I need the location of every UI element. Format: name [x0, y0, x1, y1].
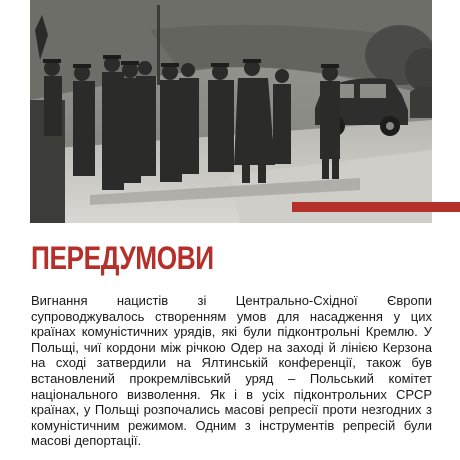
photo-illustration: [30, 0, 432, 223]
section-heading: ПЕРЕДУМОВИ: [31, 240, 214, 276]
body-paragraph: Вигнання нацистів зі Центрально-Східної Європи супроводжувалось створенням умов для насадження у цих країнах комуністичних урядів, які були підконтрольні Кремлю. У Польщі, чиї кордони між річкою Одер на заході й лінією Керзона на сході затвердили на Ялтинській конференції, також був встановлений прокремлівський уряд – Польський комітет національного визволення. Як і в усіх підконтрольних СРСР країнах, у Польщі розпочались масові репресії проти незгодних з комуністичним режимом. Одним з інструментів репресій були масові депортації.: [31, 293, 432, 449]
accent-bar: [292, 202, 460, 212]
historical-photo: [30, 0, 432, 223]
